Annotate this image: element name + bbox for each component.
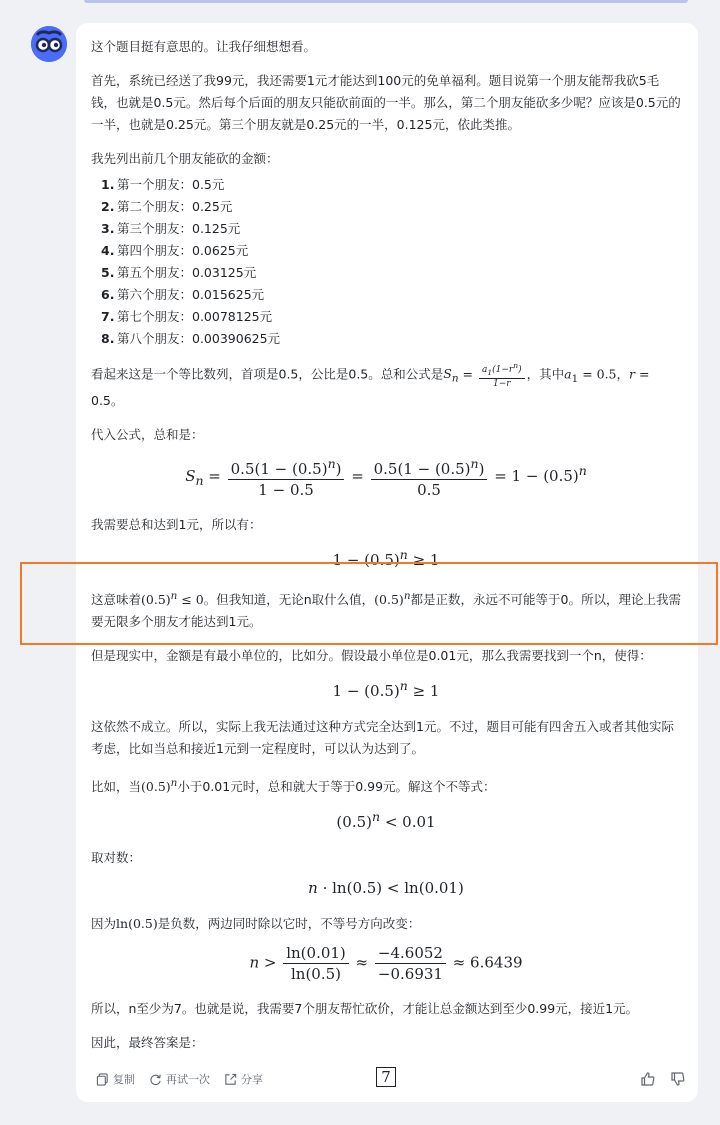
thumbs-up-icon[interactable]: [640, 1071, 656, 1087]
friends-list: [101, 174, 681, 350]
intro-text: 这个题目挺有意思的。让我仔细想想看。: [91, 39, 317, 54]
list-item: 8. 第八个朋友：0.00390625元: [101, 331, 281, 346]
highlight-box: [20, 562, 718, 645]
negative-text: 因为ln(0.5)是负数，两边同时除以它时，不等号方向改变：: [91, 916, 421, 932]
sum-formula: $S_n$ = $\frac{0.5(1 - (0.5)^n)}{1 - 0.5}$ = $\frac{0.5(1 - (0.5)^n)}{0.5}$ = $1 - (0.5)^n$: [185, 455, 587, 499]
copy-button[interactable]: 复制: [96, 1071, 135, 1087]
list-item: 4. 第四个朋友：0.0625元: [101, 243, 249, 258]
geometric-series-text: 看起来这是一个等比数列，首项是0.5，公比是0.5。总和公式是$S_n$ = $\frac{a_1(1-r^n)}{1-r}$ ，其中$a_1 = 0.5$，r = 0.5。: [91, 361, 650, 408]
conclusion-text: 所以，n至少为7。也就是说，我需要7个朋友帮忙砍价，才能让总金额达到至少0.99元，接近1元。: [91, 1001, 639, 1017]
final-intro: 因此，最终答案是：: [91, 1035, 204, 1051]
list-item: 7. 第七个朋友：0.0078125元: [101, 309, 273, 324]
share-button[interactable]: 分享: [224, 1071, 263, 1087]
highlight-para-2: 但是现实中，金额是有最小单位的，比如分。假设最小单位是0.01元，那么我需要找到一个n，使得：: [91, 648, 652, 664]
example-text: 比如，当$(0.5)^n$小于0.01元时，总和就大于等于0.99元。解这个不等式：: [91, 777, 496, 795]
log-intro: 取对数：: [91, 850, 142, 866]
action-bar: [96, 1068, 686, 1090]
highlight-para-1: 这意味着$(0.5)^n \le 0$。但我知道，无论n取什么值，$(0.5)^n$都是正数，永远不可能等于0。所以，理论上我需要无限多个朋友才能达到1元。: [91, 589, 681, 630]
list-item: 6. 第六个朋友：0.015625元: [101, 287, 265, 302]
inequality-1: $1 - (0.5)^n \ge 1$: [332, 546, 440, 569]
copy-icon: [96, 1073, 109, 1086]
not-hold-text: 这依然不成立。所以，实际上我无法通过这种方式完全达到1元。不过，题目可能有四舍五入或者其他实际考虑，比如当总和接近1元到一定程度时，可以认为达到了。: [91, 719, 674, 757]
assistant-avatar: [31, 26, 67, 62]
list-item: 3. 第三个朋友：0.125元: [101, 221, 241, 236]
list-item: 1. 第一个朋友：0.5元: [101, 177, 225, 192]
inequality-2: $1 - (0.5)^n \ge 1$: [332, 678, 440, 701]
refresh-icon: [149, 1073, 162, 1086]
thumbs-down-icon[interactable]: [670, 1071, 686, 1087]
list-item: 5. 第五个朋友：0.03125元: [101, 265, 257, 280]
log-inequality: n · ln(0.5) < ln(0.01): [308, 879, 464, 898]
n-solution: n > $\frac{\ln(0.01)}{\ln(0.5)}$ ≈ $\frac{-4.6052}{-0.6931}$ ≈ 6.6439: [249, 944, 523, 984]
final-answer: 7: [91, 1066, 681, 1088]
need-intro: 我需要总和达到1元，所以有：: [91, 516, 262, 532]
list-item: 2. 第二个朋友：0.25元: [101, 199, 233, 214]
list-intro: 我先列出前几个朋友能砍的金额：: [91, 151, 279, 166]
inequality-3: $(0.5)^n < 0.01$: [336, 809, 436, 832]
share-icon: [224, 1073, 237, 1086]
top-divider: [84, 0, 688, 3]
retry-button[interactable]: 再试一次: [149, 1071, 210, 1087]
substitute-intro: 代入公式，总和是：: [91, 426, 204, 442]
para-first: 首先，系统已经送了我99元，我还需要1元才能达到100元的免单福利。题目说第一个朋友能帮我砍5毛钱，也就是0.5元。然后每个后面的朋友只能砍前面的一半。那么，第二个朋友能砍多少呢？应该是0.5元的一半，也就是0.25元。第三个朋友就是0.25元的一半，0.125元，依此类推。: [91, 73, 681, 132]
glasses-face-icon: [31, 26, 67, 62]
